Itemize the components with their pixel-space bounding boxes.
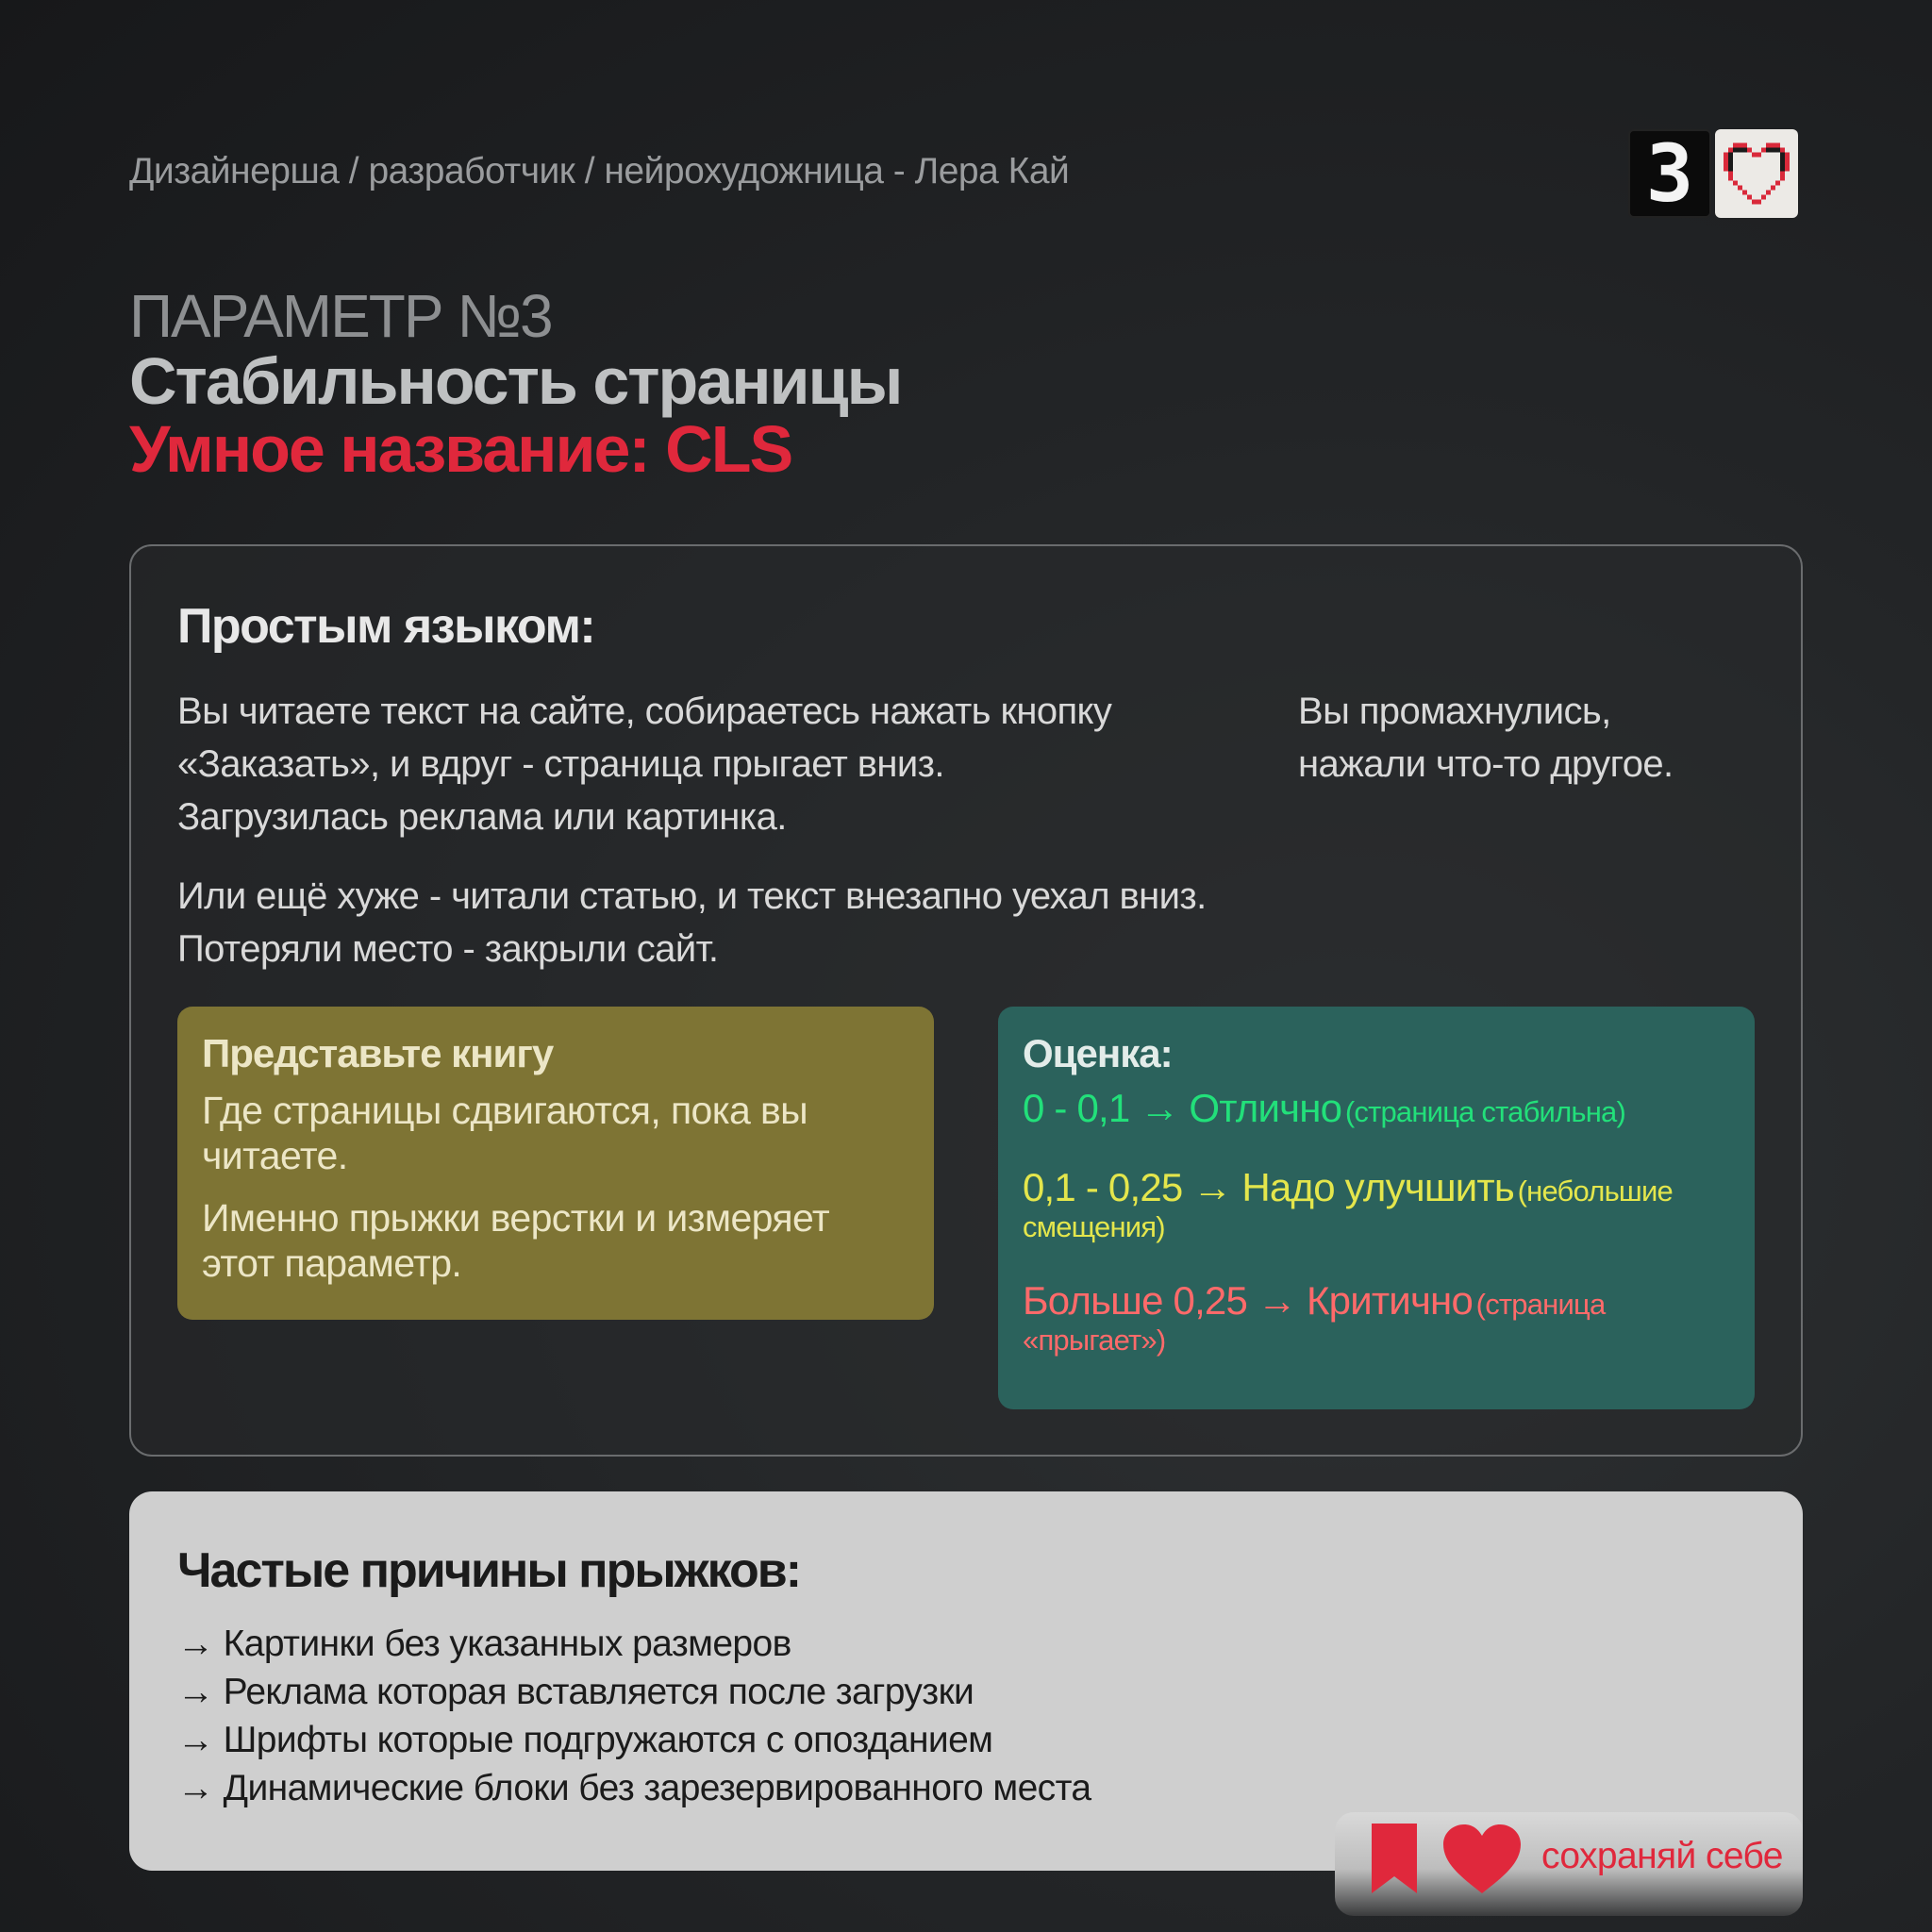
score-range: 0,1 - 0,25 → Надо улучшить (1023, 1165, 1514, 1209)
score-note: (небольшие смещения) (1023, 1174, 1673, 1243)
cause-item: → Реклама которая вставляется после загрузки (177, 1672, 974, 1712)
paragraph-line: «Заказать», и вдруг - страница прыгает вниз. (177, 743, 944, 785)
smart-name-title: Умное название: CLS (129, 412, 792, 486)
paragraph-line: Или ещё хуже - читали статью, и текст внезапно уехал вниз. (177, 875, 1207, 917)
score-note: (страница «прыгает») (1023, 1288, 1606, 1357)
book-analogy-card (177, 1007, 934, 1320)
score-range: Больше 0,25 → Критично (1023, 1278, 1474, 1323)
causes-title: Частые причины прыжков: (177, 1543, 801, 1598)
cause-item: → Шрифты которые подгружаются с опозданием (177, 1720, 993, 1760)
paragraph-line: Потеряли место - закрыли сайт. (177, 928, 719, 970)
score-note: (страница стабильна) (1344, 1095, 1625, 1128)
card-heading: Простым языком: (177, 599, 595, 654)
paragraph-intro (177, 685, 1262, 843)
logo-number: 3 (1645, 127, 1694, 220)
paragraph-line: Вы читаете текст на сайте, собираетесь нажать кнопку (177, 691, 1112, 732)
cause-item: → Картинки без указанных размеров (177, 1624, 791, 1664)
paragraph-line: Вы промахнулись, (1298, 691, 1611, 732)
score-row-bad (1023, 1278, 1730, 1357)
score-row-good (1023, 1086, 1730, 1131)
score-row-medium (1023, 1165, 1730, 1244)
book-card-text: Именно прыжки верстки и измеряет этот параметр. (202, 1196, 830, 1285)
pixel-heart-icon (1715, 129, 1798, 218)
paragraph-worse (177, 870, 1309, 975)
bookmark-icon[interactable] (1368, 1824, 1421, 1893)
book-card-title: Представьте книгу (202, 1031, 554, 1075)
book-card-text: Где страницы сдвигаются, пока вы читаете. (202, 1089, 808, 1177)
logo (1628, 129, 1802, 218)
paragraph-line: Загрузилась реклама или картинка. (177, 796, 787, 838)
score-range: 0 - 0,1 → Отлично (1023, 1086, 1342, 1130)
parameter-label: ПАРАМЕТР №3 (129, 282, 552, 350)
score-card (998, 1007, 1755, 1409)
save-label[interactable]: сохраняй себе (1541, 1836, 1783, 1876)
score-card-title: Оценка: (1023, 1031, 1173, 1075)
cause-item: → Динамические блоки без зарезервированного места (177, 1768, 1091, 1808)
page-title: Стабильность страницы (129, 344, 902, 418)
logo-number-tile (1628, 129, 1711, 218)
paragraph-missclick (1298, 685, 1770, 791)
paragraph-line: нажали что-то другое. (1298, 743, 1674, 785)
heart-icon[interactable] (1441, 1824, 1523, 1895)
author-line: Дизайнерша / разработчик / нейрохудожница - Лера Кай (129, 151, 1070, 192)
